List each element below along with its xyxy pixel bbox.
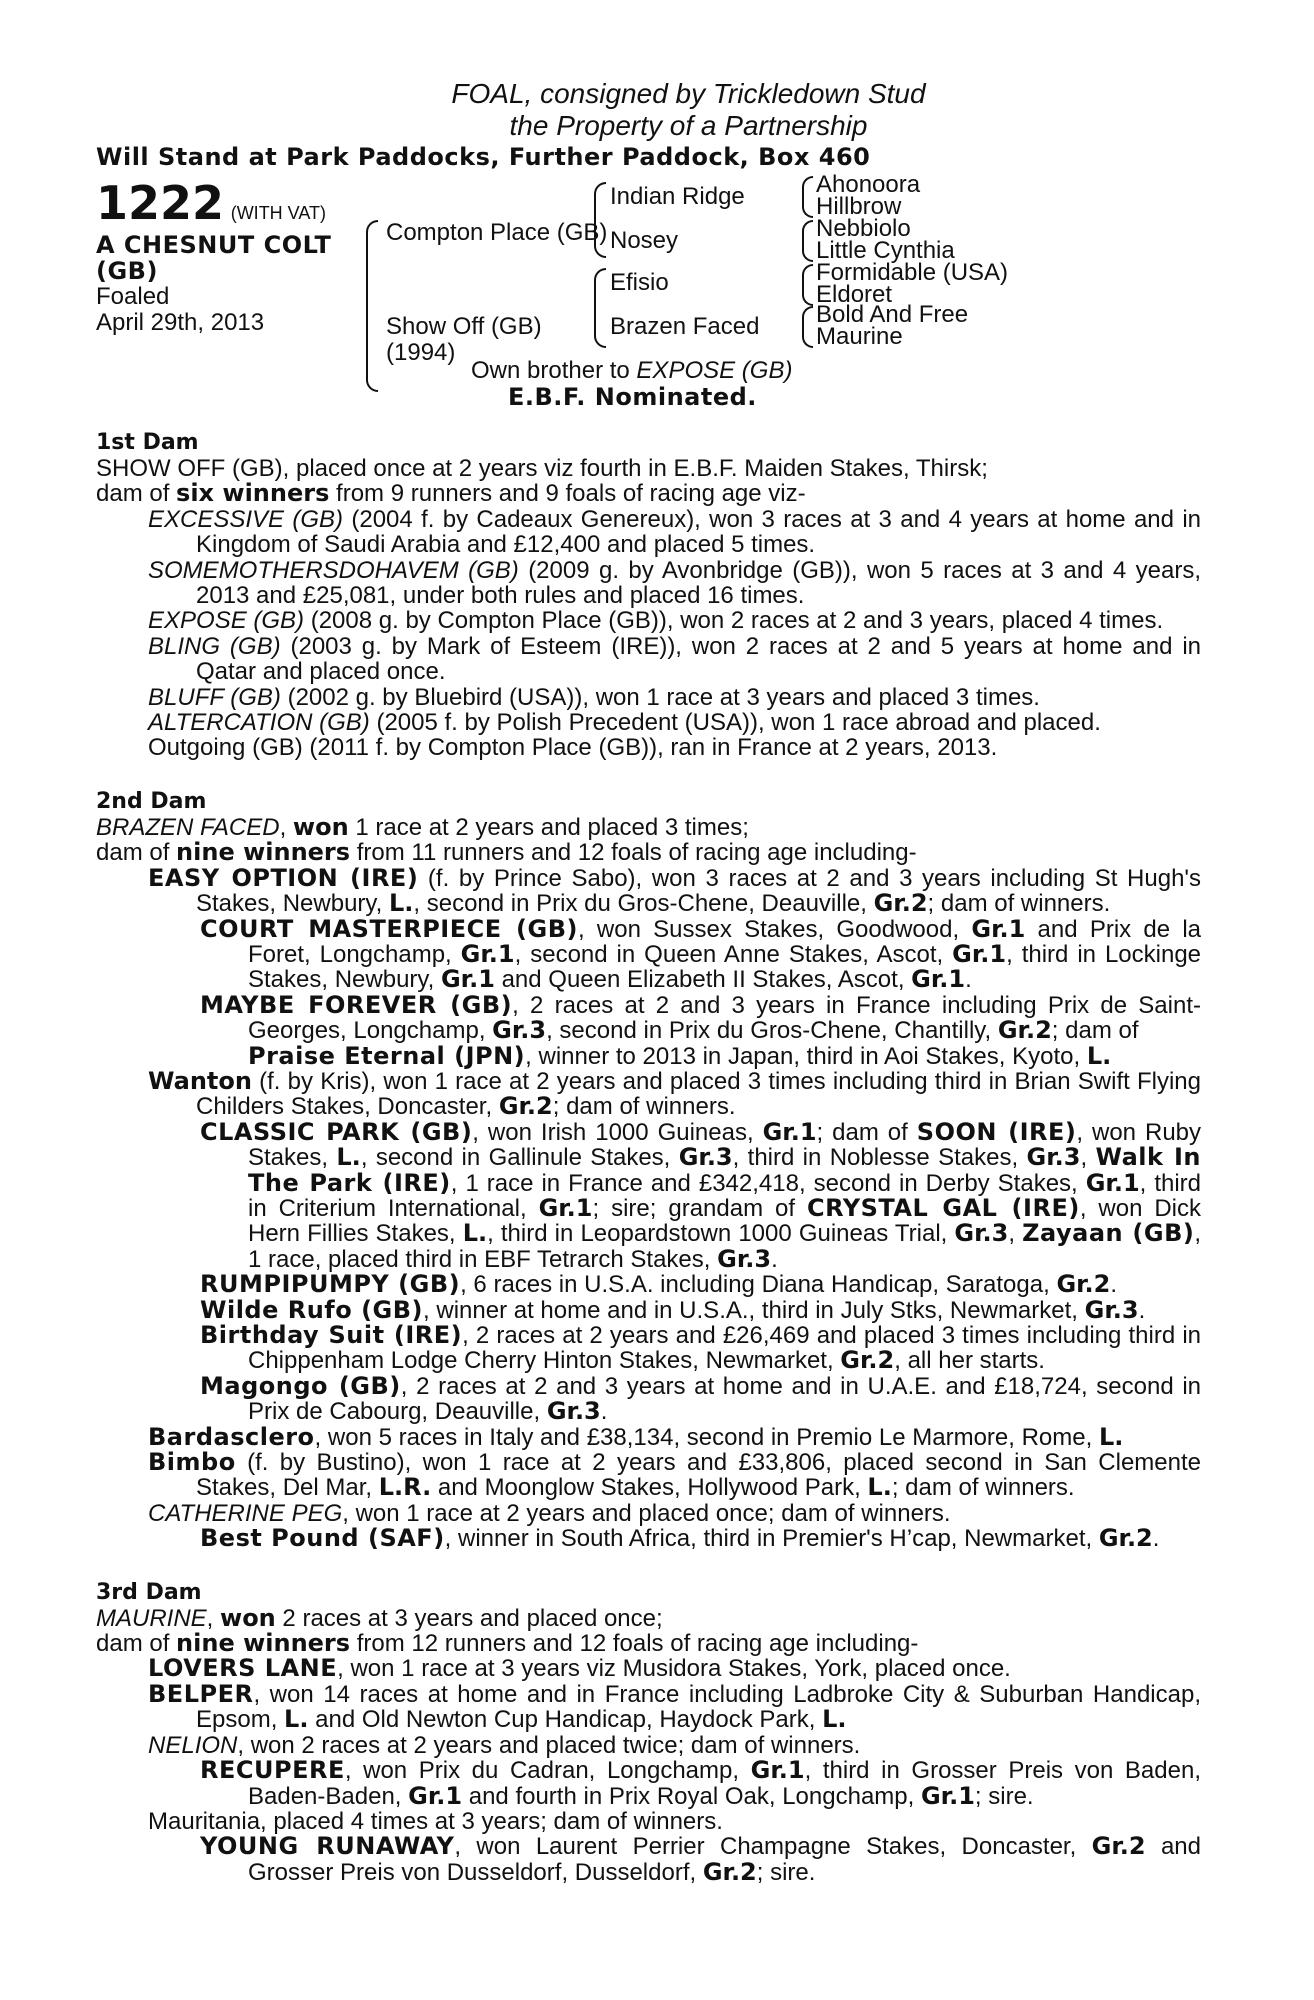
third-dam-produce-summary: dam of nine winners from 12 runners and 12 foals of racing age including- xyxy=(96,1629,919,1658)
lot-number-line xyxy=(96,178,326,228)
produce-wanton: Wanton (f. by Kris), won 1 race at 2 years and placed 3 times including third in Brian Swift Flying Childers Stakes, Doncaster, Gr.2; dam of winners. xyxy=(148,1066,1201,1121)
consignor-line xyxy=(176,78,1201,142)
first-dam-section xyxy=(96,430,1201,761)
sire-sire: Indian Ridge xyxy=(610,183,745,210)
produce-nelion: NELION, won 2 races at 2 years and placed twice; dam of winners. xyxy=(148,1731,861,1759)
produce-altercation: ALTERCATION (GB) (2005 f. by Polish Precedent (USA)), won 1 race abroad and placed. xyxy=(148,709,1101,737)
first-dam-title: 1st Dam xyxy=(96,430,199,455)
pedigree-brace-sire xyxy=(594,182,606,258)
pedigree-g6: Eldoret xyxy=(816,281,893,308)
pedigree-brace-dam xyxy=(594,268,606,348)
dam-sire: Efisio xyxy=(610,269,669,296)
pedigree-brace-main xyxy=(366,220,378,392)
property-text: the Property of a Partnership xyxy=(509,110,868,141)
pedigree-brace-g34 xyxy=(802,220,813,262)
produce-rumpipumpy: RUMPIPUMPY (GB), 6 races in U.S.A. including Diana Handicap, Saratoga, Gr.2. xyxy=(200,1270,1118,1299)
own-brother-line xyxy=(471,358,792,384)
pedigree-g2: Hillbrow xyxy=(816,193,902,220)
pedigree-g3: Nebbiolo xyxy=(816,215,911,242)
second-dam-produce-summary: dam of nine winners from 11 runners and 12 foals of racing age including- xyxy=(96,838,917,867)
consignor-text: FOAL, consigned by Trickledown Stud xyxy=(451,78,926,109)
produce-excessive: EXCESSIVE (GB) (2004 f. by Cadeaux Genereux), won 3 races at 3 and 4 years at home and in Kingdom of Saudi Arabia and £12,400 and placed 5 times. xyxy=(148,505,1202,559)
pedigree-g4: Little Cynthia xyxy=(816,237,955,264)
pedigree-g7: Bold And Free xyxy=(816,301,969,328)
produce-belper: BELPER, won 14 races at home and in France including Ladbroke City & Suburban Handicap, Epsom, L. and Old Newton Cup Handicap, Haydock Park, L. xyxy=(148,1679,1201,1734)
produce-magongo: Magongo (GB), 2 races at 2 and 3 years at home and in U.A.E. and £18,724, second in Prix de Cabourg, Deauville, Gr.3. xyxy=(200,1371,1201,1426)
produce-bimbo: Bimbo (f. by Bustino), won 1 race at 2 years and £33,806, placed second in San Clemente Stakes, Del Mar, L.R. and Moonglow Stakes, Hollywood Park, L.; dam of winners. xyxy=(148,1448,1201,1502)
produce-birthday-suit: Birthday Suit (IRE), 2 races at 2 years and £26,469 and placed 3 times including third in Chippenham Lodge Cherry Hinton Stakes, Newmarket, Gr.2, all her starts. xyxy=(200,1321,1201,1375)
pedigree-g8: Maurine xyxy=(816,323,903,350)
pedigree-dam-year: (1994) xyxy=(386,339,456,366)
second-dam-summary: BRAZEN FACED, won 1 race at 2 years and placed 3 times; xyxy=(96,812,749,841)
pedigree-dam: Show Off (GB) xyxy=(386,313,542,340)
pedigree-brace-g78 xyxy=(802,306,813,348)
foaled-label: Foaled xyxy=(96,283,170,310)
pedigree-block xyxy=(96,172,1201,430)
produce-outgoing: Outgoing (GB) (2011 f. by Compton Place (GB)), ran in France at 2 years, 2013. xyxy=(148,734,998,762)
produce-young-runaway: YOUNG RUNAWAY, won Laurent Perrier Champagne Stakes, Doncaster, Gr.2 and Grosser Preis von Dusseldorf, Dusseldorf, Gr.2; sire. xyxy=(200,1832,1201,1886)
third-dam-title: 3rd Dam xyxy=(96,1579,202,1605)
produce-easy-option: EASY OPTION (IRE) (f. by Prince Sabo), won 3 races at 2 and 3 years including St Hugh's Stakes, Newbury, L., second in Prix du Gros-Chene, Deauville, Gr.2; dam of winners. xyxy=(148,863,1201,918)
first-dam-produce-summary: dam of six winners from 9 runners and 9 foals of racing age viz- xyxy=(96,479,806,508)
produce-lovers-lane: LOVERS LANE, won 1 race at 3 years viz Musidora Stakes, York, placed once. xyxy=(148,1654,1011,1683)
pedigree-brace-g12 xyxy=(802,176,813,218)
pedigree-g1: Ahonoora xyxy=(816,171,921,198)
pedigree-sire: Compton Place (GB) xyxy=(386,219,608,246)
third-dam-section xyxy=(96,1580,1201,1885)
produce-maybe-forever: MAYBE FOREVER (GB), 2 races at 2 and 3 years in France including Prix de Saint-Georges, Longchamp, Gr.3, second in Prix du Gros-Chene, Chantilly, Gr.2; dam of Praise Eternal (JPN), winner to 2013 in Japan, third in Aoi Stakes, Kyoto, L. xyxy=(200,990,1201,1070)
own-brother-name: EXPOSE (GB) xyxy=(636,357,793,384)
own-brother-prefix: Own brother to xyxy=(471,357,637,384)
sire-dam: Nosey xyxy=(610,227,679,254)
produce-bardasclero: Bardasclero, won 5 races in Italy and £38,134, second in Premio Le Marmore, Rome, L. xyxy=(148,1422,1124,1451)
lot-description: A CHESNUT COLT xyxy=(96,231,332,259)
produce-expose: EXPOSE (GB) (2008 g. by Compton Place (GB)), won 2 races at 2 and 3 years, placed 4 times. xyxy=(148,607,1164,635)
lot-number: 1222 xyxy=(96,176,225,230)
produce-court-masterpiece: COURT MASTERPIECE (GB), won Sussex Stakes, Goodwood, Gr.1 and Prix de la Foret, Longchamp, Gr.1, second in Queen Anne Stakes, Ascot, Gr.1, third in Lockinge Stakes, Newbury, Gr.1 and Queen Elizabeth II Stakes, Ascot, Gr.1. xyxy=(200,914,1202,994)
produce-recupere: RECUPERE, won Prix du Cadran, Longchamp, Gr.1, third in Grosser Preis von Baden, Baden-Baden, Gr.1 and fourth in Prix Royal Oak, Longchamp, Gr.1; sire. xyxy=(200,1756,1201,1810)
vat-note: (WITH VAT) xyxy=(230,203,327,223)
pedigree-g5: Formidable (USA) xyxy=(816,259,1009,286)
third-dam-summary: MAURINE, won 2 races at 3 years and placed once; xyxy=(96,1603,663,1632)
foaled-date: April 29th, 2013 xyxy=(96,309,265,336)
pedigree-brace-g56 xyxy=(802,264,813,306)
produce-mauritania: Mauritania, placed 4 times at 3 years; dam of winners. xyxy=(148,1807,723,1835)
produce-catherine-peg: CATHERINE PEG, won 1 race at 2 years and placed once; dam of winners. xyxy=(148,1499,951,1527)
lot-description-country: (GB) xyxy=(96,257,158,285)
produce-wilde-rufo: Wilde Rufo (GB), winner at home and in U.S.A., third in July Stks, Newmarket, Gr.3. xyxy=(200,1295,1146,1324)
first-dam-summary: SHOW OFF (GB), placed once at 2 years viz fourth in E.B.F. Maiden Stakes, Thirsk; xyxy=(96,455,988,482)
second-dam-title: 2nd Dam xyxy=(96,788,207,814)
produce-best-pound: Best Pound (SAF), winner in South Africa, third in Premier's H’cap, Newmarket, Gr.2. xyxy=(200,1524,1160,1553)
dam-dam: Brazen Faced xyxy=(610,313,760,340)
produce-somemothersdohavem: SOMEMOTHERSDOHAVEM (GB) (2009 g. by Avonbridge (GB)), won 5 races at 3 and 4 years, 2013 and £25,081, under both rules and placed 16 times. xyxy=(148,556,1201,610)
ebf-nominated: E.B.F. Nominated. xyxy=(508,383,757,411)
catalogue-page xyxy=(96,78,1201,1885)
stand-location: Will Stand at Park Paddocks, Further Paddock, Box 460 xyxy=(96,143,871,171)
produce-bling: BLING (GB) (2003 g. by Mark of Esteem (IRE)), won 2 races at 2 and 5 years at home and in Qatar and placed once. xyxy=(148,632,1202,686)
produce-bluff: BLUFF (GB) (2002 g. by Bluebird (USA)), won 1 race at 3 years and placed 3 times. xyxy=(148,683,1040,711)
produce-classic-park: CLASSIC PARK (GB), won Irish 1000 Guineas, Gr.1; dam of SOON (IRE), won Ruby Stakes, L., second in Gallinule Stakes, Gr.3, third in Noblesse Stakes, Gr.3, Walk In The Park (IRE), 1 race in France and £342,418, second in Derby Stakes, Gr.1, third in Criterium International, Gr.1; sire; grandam of CRYSTAL GAL (IRE), won Dick Hern Fillies Stakes, L., third in Leopardstown 1000 Guineas Trial, Gr.3, Zayaan (GB), 1 race, placed third in EBF Tetrarch Stakes, Gr.3. xyxy=(200,1117,1202,1273)
second-dam-section xyxy=(96,789,1201,1552)
